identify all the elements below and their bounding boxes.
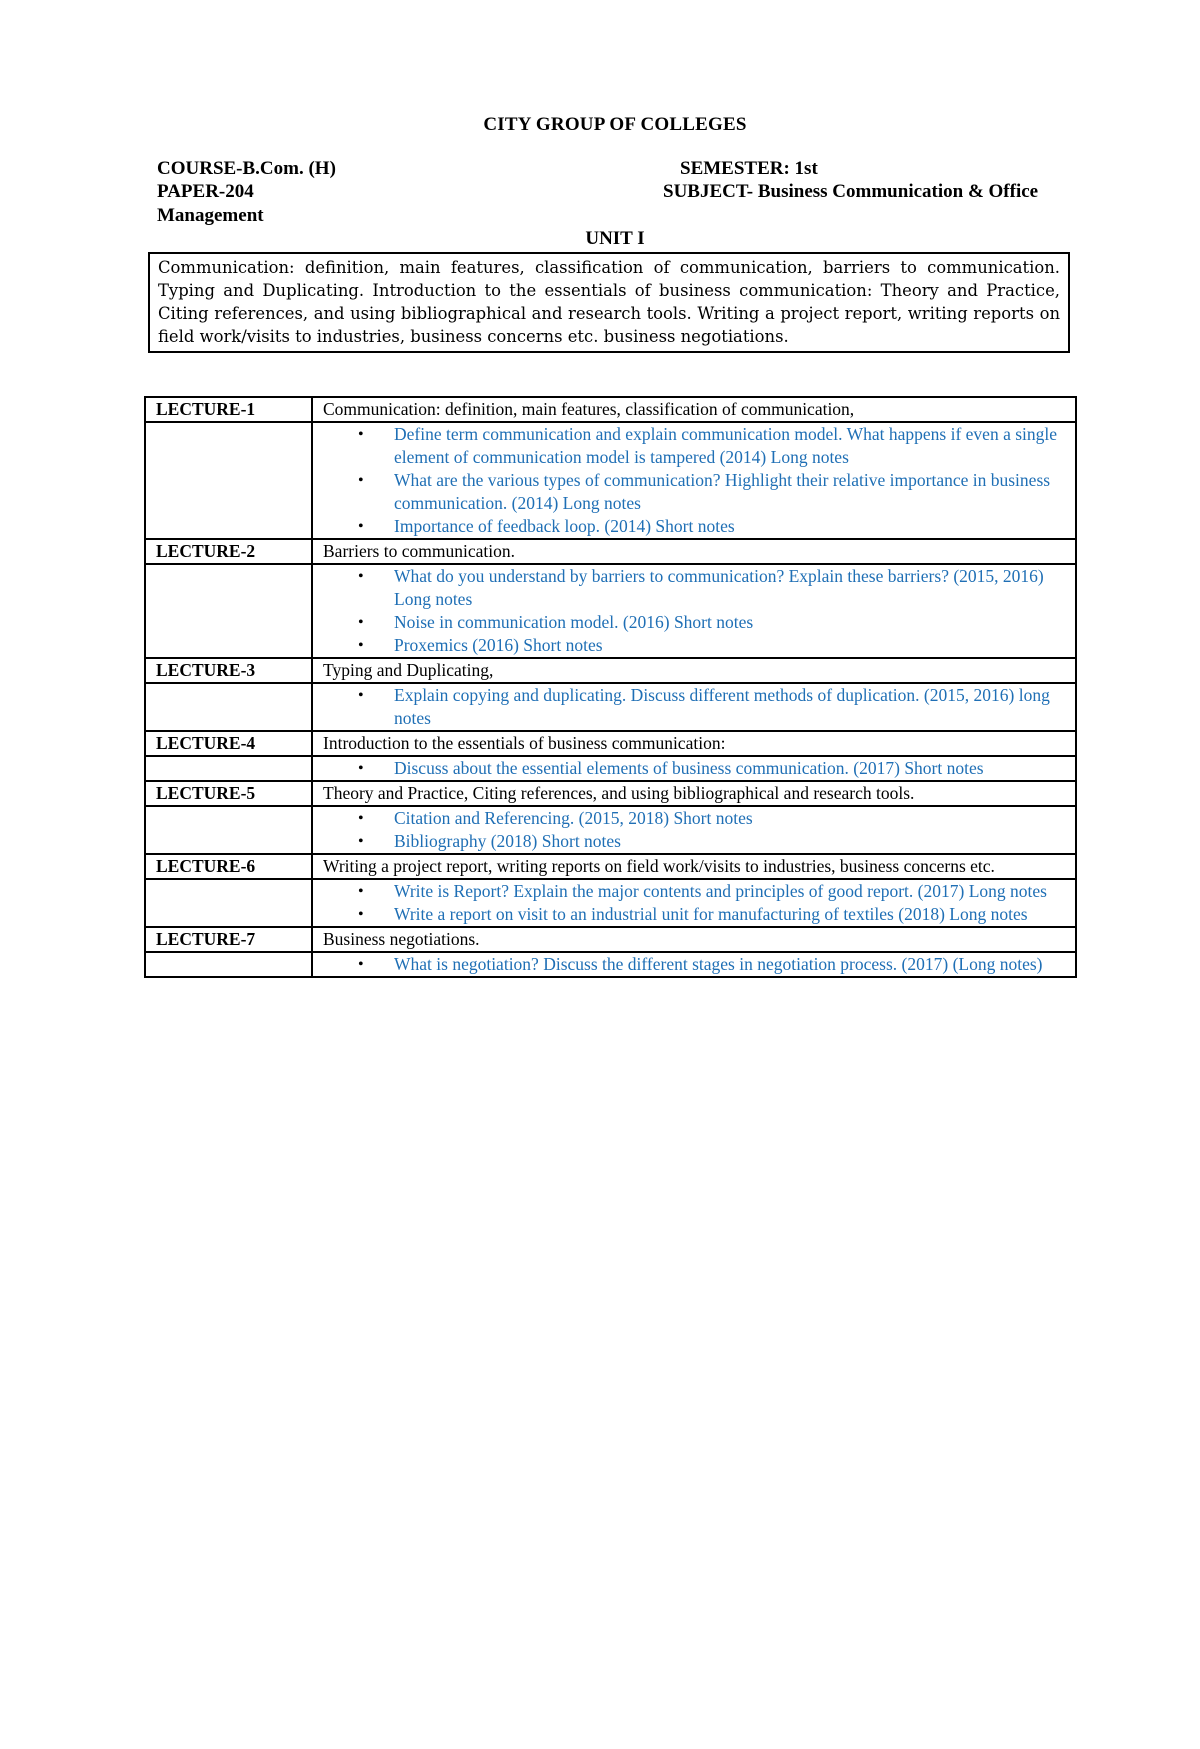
empty-cell: [145, 756, 312, 781]
empty-cell: [145, 806, 312, 854]
question-text: Noise in communication model. (2016) Short notes: [394, 612, 754, 632]
subject-label: SUBJECT- Business Communication & Office: [663, 181, 1039, 202]
lecture-label: LECTURE-4: [145, 731, 312, 756]
bullet-icon: •: [358, 883, 364, 900]
question-item: [358, 565, 1065, 611]
lecture-questions-row: [145, 952, 1076, 977]
course-label: COURSE-B.Com. (H): [157, 158, 336, 179]
lecture-label: LECTURE-5: [145, 781, 312, 806]
syllabus-box: Communication: definition, main features, classification of communication, barriers to communication. Typing and Duplicating. Introduction to the essentials of business communication: Theory and Practice, Citing references, and using bibliographical and research tools. Writing a project report, writing reports on field work/visits to industries, business concerns etc. business negotiations.: [148, 252, 1070, 353]
lecture-header-row: [145, 658, 1076, 683]
lecture-header-row: [145, 539, 1076, 564]
lecture-questions-row: [145, 879, 1076, 927]
question-text: Importance of feedback loop. (2014) Short notes: [394, 516, 735, 536]
question-list: [323, 684, 1065, 730]
lecture-header-row: [145, 397, 1076, 422]
bullet-icon: •: [358, 906, 364, 923]
question-list: [323, 757, 1065, 780]
bullet-icon: •: [358, 518, 364, 535]
question-item: [358, 634, 1065, 657]
question-cell: [312, 806, 1076, 854]
lecture-topic: Theory and Practice, Citing references, and using bibliographical and research tools.: [312, 781, 1076, 806]
lecture-label: LECTURE-7: [145, 927, 312, 952]
bullet-icon: •: [358, 426, 364, 443]
question-item: [358, 830, 1065, 853]
lecture-header-row: [145, 854, 1076, 879]
question-item: [358, 423, 1065, 469]
lecture-topic: Business negotiations.: [312, 927, 1076, 952]
question-list: [323, 807, 1065, 853]
subject-continuation: Management: [157, 205, 264, 226]
lecture-topic: Introduction to the essentials of business communication:: [312, 731, 1076, 756]
question-cell: [312, 422, 1076, 539]
empty-cell: [145, 683, 312, 731]
lecture-topic: Writing a project report, writing reports on field work/visits to industries, business concerns etc.: [312, 854, 1076, 879]
question-text: What is negotiation? Discuss the different stages in negotiation process. (2017) (Long notes): [394, 954, 1043, 974]
empty-cell: [145, 564, 312, 658]
question-text: What are the various types of communication? Highlight their relative importance in business communication. (2014) Long notes: [394, 470, 1051, 513]
lecture-topic: Typing and Duplicating,: [312, 658, 1076, 683]
question-cell: [312, 952, 1076, 977]
question-text: Citation and Referencing. (2015, 2018) Short notes: [394, 808, 753, 828]
lecture-topic: Barriers to communication.: [312, 539, 1076, 564]
question-item: [358, 611, 1065, 634]
question-item: [358, 953, 1065, 976]
lecture-header-row: [145, 927, 1076, 952]
question-cell: [312, 683, 1076, 731]
paper-label: PAPER-204: [157, 181, 254, 202]
bullet-icon: •: [358, 810, 364, 827]
lecture-header-row: [145, 781, 1076, 806]
lecture-questions-row: [145, 756, 1076, 781]
bullet-icon: •: [358, 760, 364, 777]
lecture-topic: Communication: definition, main features, classification of communication,: [312, 397, 1076, 422]
bullet-icon: •: [358, 568, 364, 585]
question-list: [323, 880, 1065, 926]
unit-title: UNIT I: [585, 228, 645, 249]
college-title: CITY GROUP OF COLLEGES: [483, 114, 747, 135]
question-item: [358, 515, 1065, 538]
question-text: Bibliography (2018) Short notes: [394, 831, 621, 851]
lecture-questions-row: [145, 683, 1076, 731]
empty-cell: [145, 422, 312, 539]
question-text: Define term communication and explain communication model. What happens if even a single element of communication model is tampered (2014) Long notes: [394, 424, 1058, 467]
lecture-questions-row: [145, 422, 1076, 539]
lecture-table: [144, 396, 1077, 978]
question-text: Proxemics (2016) Short notes: [394, 635, 603, 655]
question-item: [358, 469, 1065, 515]
lecture-label: LECTURE-6: [145, 854, 312, 879]
question-text: Discuss about the essential elements of business communication. (2017) Short notes: [394, 758, 984, 778]
lecture-label: LECTURE-3: [145, 658, 312, 683]
bullet-icon: •: [358, 687, 364, 704]
bullet-icon: •: [358, 472, 364, 489]
question-cell: [312, 756, 1076, 781]
lecture-questions-row: [145, 806, 1076, 854]
bullet-icon: •: [358, 833, 364, 850]
bullet-icon: •: [358, 614, 364, 631]
question-item: [358, 757, 1065, 780]
question-text: What do you understand by barriers to communication? Explain these barriers? (2015, 2016) Long notes: [394, 566, 1044, 609]
question-cell: [312, 879, 1076, 927]
question-item: [358, 684, 1065, 730]
empty-cell: [145, 952, 312, 977]
question-item: [358, 903, 1065, 926]
empty-cell: [145, 879, 312, 927]
question-cell: [312, 564, 1076, 658]
question-list: [323, 953, 1065, 976]
question-text: Explain copying and duplicating. Discuss different methods of duplication. (2015, 2016) long notes: [394, 685, 1050, 728]
lecture-header-row: [145, 731, 1076, 756]
lecture-label: LECTURE-2: [145, 539, 312, 564]
lecture-label: LECTURE-1: [145, 397, 312, 422]
lecture-questions-row: [145, 564, 1076, 658]
question-list: [323, 423, 1065, 538]
question-text: Write a report on visit to an industrial unit for manufacturing of textiles (2018) Long notes: [394, 904, 1028, 924]
question-item: [358, 807, 1065, 830]
bullet-icon: •: [358, 956, 364, 973]
question-list: [323, 565, 1065, 657]
bullet-icon: •: [358, 637, 364, 654]
semester-label: SEMESTER: 1st: [680, 158, 818, 179]
question-text: Write is Report? Explain the major contents and principles of good report. (2017) Long notes: [394, 881, 1047, 901]
question-item: [358, 880, 1065, 903]
